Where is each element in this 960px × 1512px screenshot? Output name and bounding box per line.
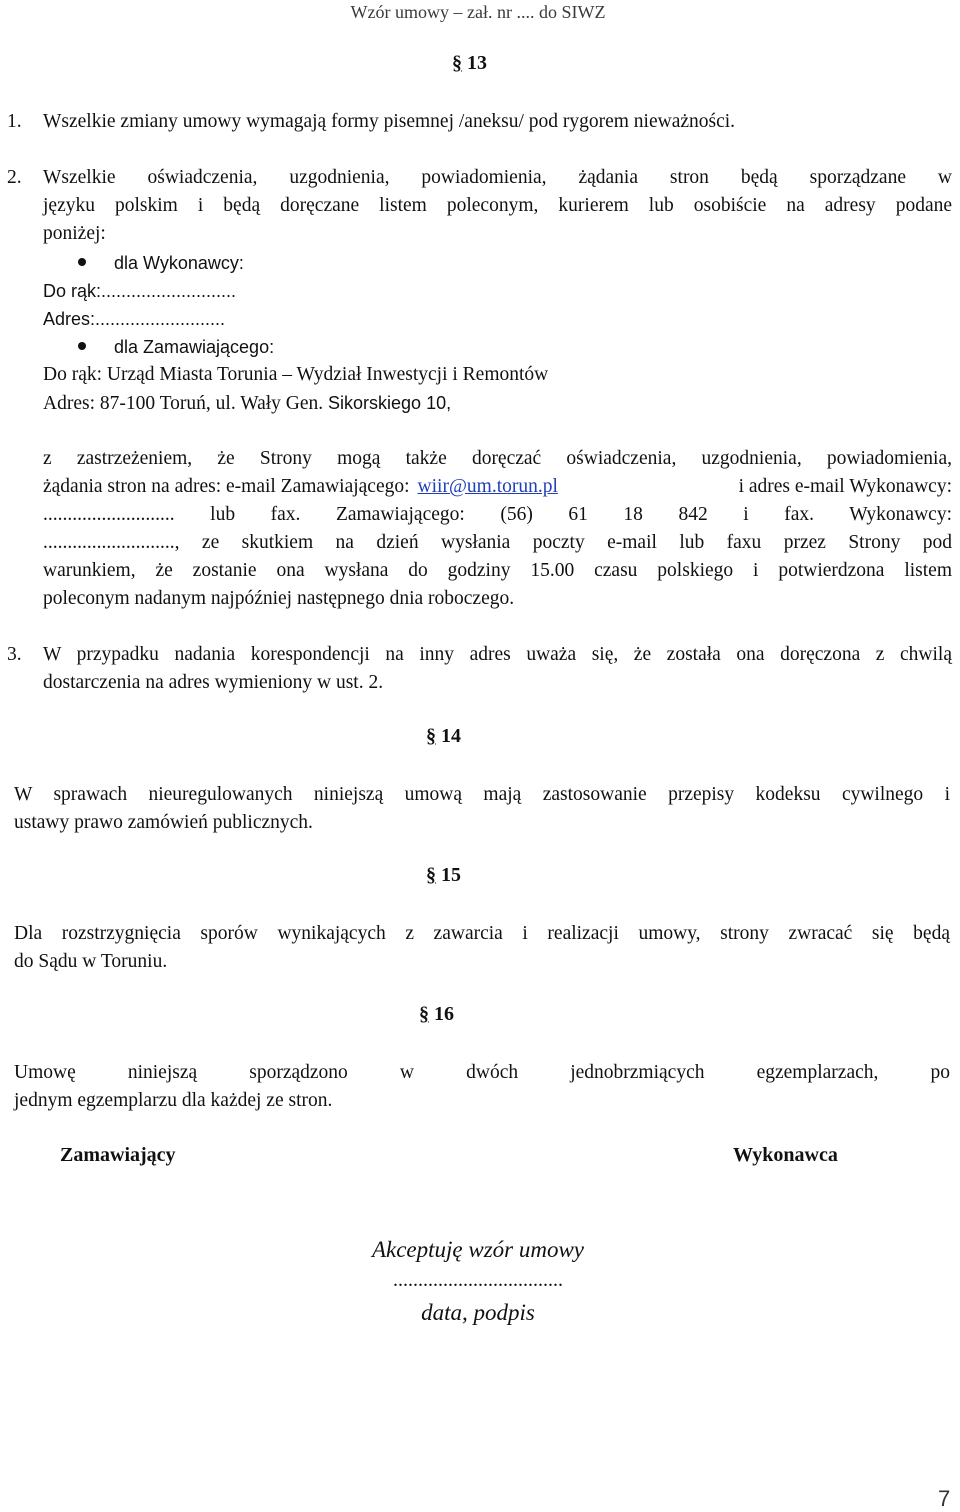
ordering-party-address-b: Sikorskiego 10, bbox=[328, 393, 452, 413]
acceptance-text: Akceptuję wzór umowy bbox=[371, 1237, 585, 1262]
section-16-line-2: jednym egzemplarzu dla każdej ze stron. bbox=[14, 1090, 333, 1111]
ordering-party-address-a: Adres: 87-100 Toruń, ul. Wały Gen. bbox=[43, 393, 324, 414]
document-header: Wzór umowy – zał. nr .... do SIWZ bbox=[350, 2, 606, 22]
section-14-line-2: ustawy prawo zamówień publicznych. bbox=[14, 812, 313, 833]
ordering-party-address bbox=[43, 389, 451, 418]
section-15-heading bbox=[426, 864, 461, 887]
clause-3-line-2: dostarczenia na adres wymieniony w ust. 2. bbox=[43, 672, 384, 693]
section-15-line-1: Dla rozstrzygnięcia sporów wynikających z zawarcia i realizacji umowy, strony zwracać się będą bbox=[14, 923, 950, 944]
signature-contractor: Wykonawca bbox=[733, 1144, 838, 1166]
contractor-address: Adres:.......................... bbox=[43, 309, 226, 329]
signature-ordering-party: Zamawiający bbox=[60, 1144, 176, 1166]
section-15-line-2: do Sądu w Toruniu. bbox=[14, 951, 168, 972]
section-sign: § bbox=[419, 1003, 429, 1025]
date-signature-label: data, podpis bbox=[421, 1300, 535, 1325]
section-16-heading bbox=[419, 1003, 454, 1026]
ordering-party-attention: Do rąk: Urząd Miasta Torunia – Wydział Inwestycji i Remontów bbox=[43, 364, 549, 385]
reservation-line-2-tail: i adres e-mail Wykonawcy: bbox=[738, 476, 952, 497]
contractor-attention: Do rąk:........................... bbox=[43, 281, 237, 301]
page-number: 7 bbox=[938, 1486, 951, 1511]
clause-1-number: 1. bbox=[7, 111, 22, 132]
reservation-line-4: ..........................., ze skutkiem na dzień wysłania poczty e-mail lub faxu przez Strony pod bbox=[43, 532, 952, 553]
bullet-icon bbox=[78, 342, 86, 350]
section-14-line-1: W sprawach nieuregulowanych niniejszą umową mają zastosowanie przepisy kodeksu cywilnego i bbox=[14, 784, 950, 805]
clause-2-line-1: Wszelkie oświadczenia, uzgodnienia, powiadomienia, żądania stron będą sporządzane w bbox=[43, 167, 952, 188]
section-13-number: 13 bbox=[467, 52, 487, 74]
section-16-number: 16 bbox=[434, 1003, 454, 1025]
clause-3-number: 3. bbox=[7, 644, 22, 665]
bullet-icon bbox=[78, 258, 86, 266]
section-sign: § bbox=[426, 864, 436, 886]
clause-1-text: Wszelkie zmiany umowy wymagają formy pisemnej /aneksu/ pod rygorem nieważności. bbox=[43, 111, 736, 132]
section-15-number: 15 bbox=[441, 864, 461, 886]
clause-2-number: 2. bbox=[7, 167, 22, 188]
reservation-line-2-text: żądania stron na adres: e-mail Zamawiającego: bbox=[43, 476, 410, 497]
section-13-heading bbox=[452, 52, 487, 75]
reservation-line-6: poleconym nadanym najpóźniej następnego dnia roboczego. bbox=[43, 588, 515, 609]
reservation-line-3: ........................... lub fax. Zamawiającego: (56) 61 18 842 i fax. Wykonawcy: bbox=[43, 504, 952, 525]
section-14-heading bbox=[426, 725, 461, 748]
section-16-line-1: Umowę niniejszą sporządzono w dwóch jednobrzmiących egzemplarzach, po bbox=[14, 1062, 950, 1083]
reservation-line-5: warunkiem, że zostanie ona wysłana do godziny 15.00 czasu polskiego i potwierdzona listem bbox=[43, 560, 952, 581]
section-14-number: 14 bbox=[441, 725, 461, 747]
bullet-ordering-party: dla Zamawiającego: bbox=[114, 337, 275, 357]
email-link[interactable]: wiir@um.torun.pl bbox=[417, 476, 558, 497]
signature-dotted-line: .................................. bbox=[393, 1269, 563, 1291]
section-sign: § bbox=[426, 725, 436, 747]
reservation-line-2 bbox=[43, 473, 952, 501]
clause-2-line-2: języku polskim i będą doręczane listem poleconym, kurierem lub osobiście na adresy podane bbox=[43, 195, 952, 216]
clause-2-line-3: poniżej: bbox=[43, 223, 106, 244]
clause-3-line-1: W przypadku nadania korespondencji na inny adres uważa się, że została ona doręczona z chwilą bbox=[43, 644, 952, 665]
section-sign: § bbox=[452, 52, 462, 74]
reservation-line-1: z zastrzeżeniem, że Strony mogą także doręczać oświadczenia, uzgodnienia, powiadomienia, bbox=[43, 448, 952, 469]
bullet-contractor: dla Wykonawcy: bbox=[114, 253, 244, 273]
